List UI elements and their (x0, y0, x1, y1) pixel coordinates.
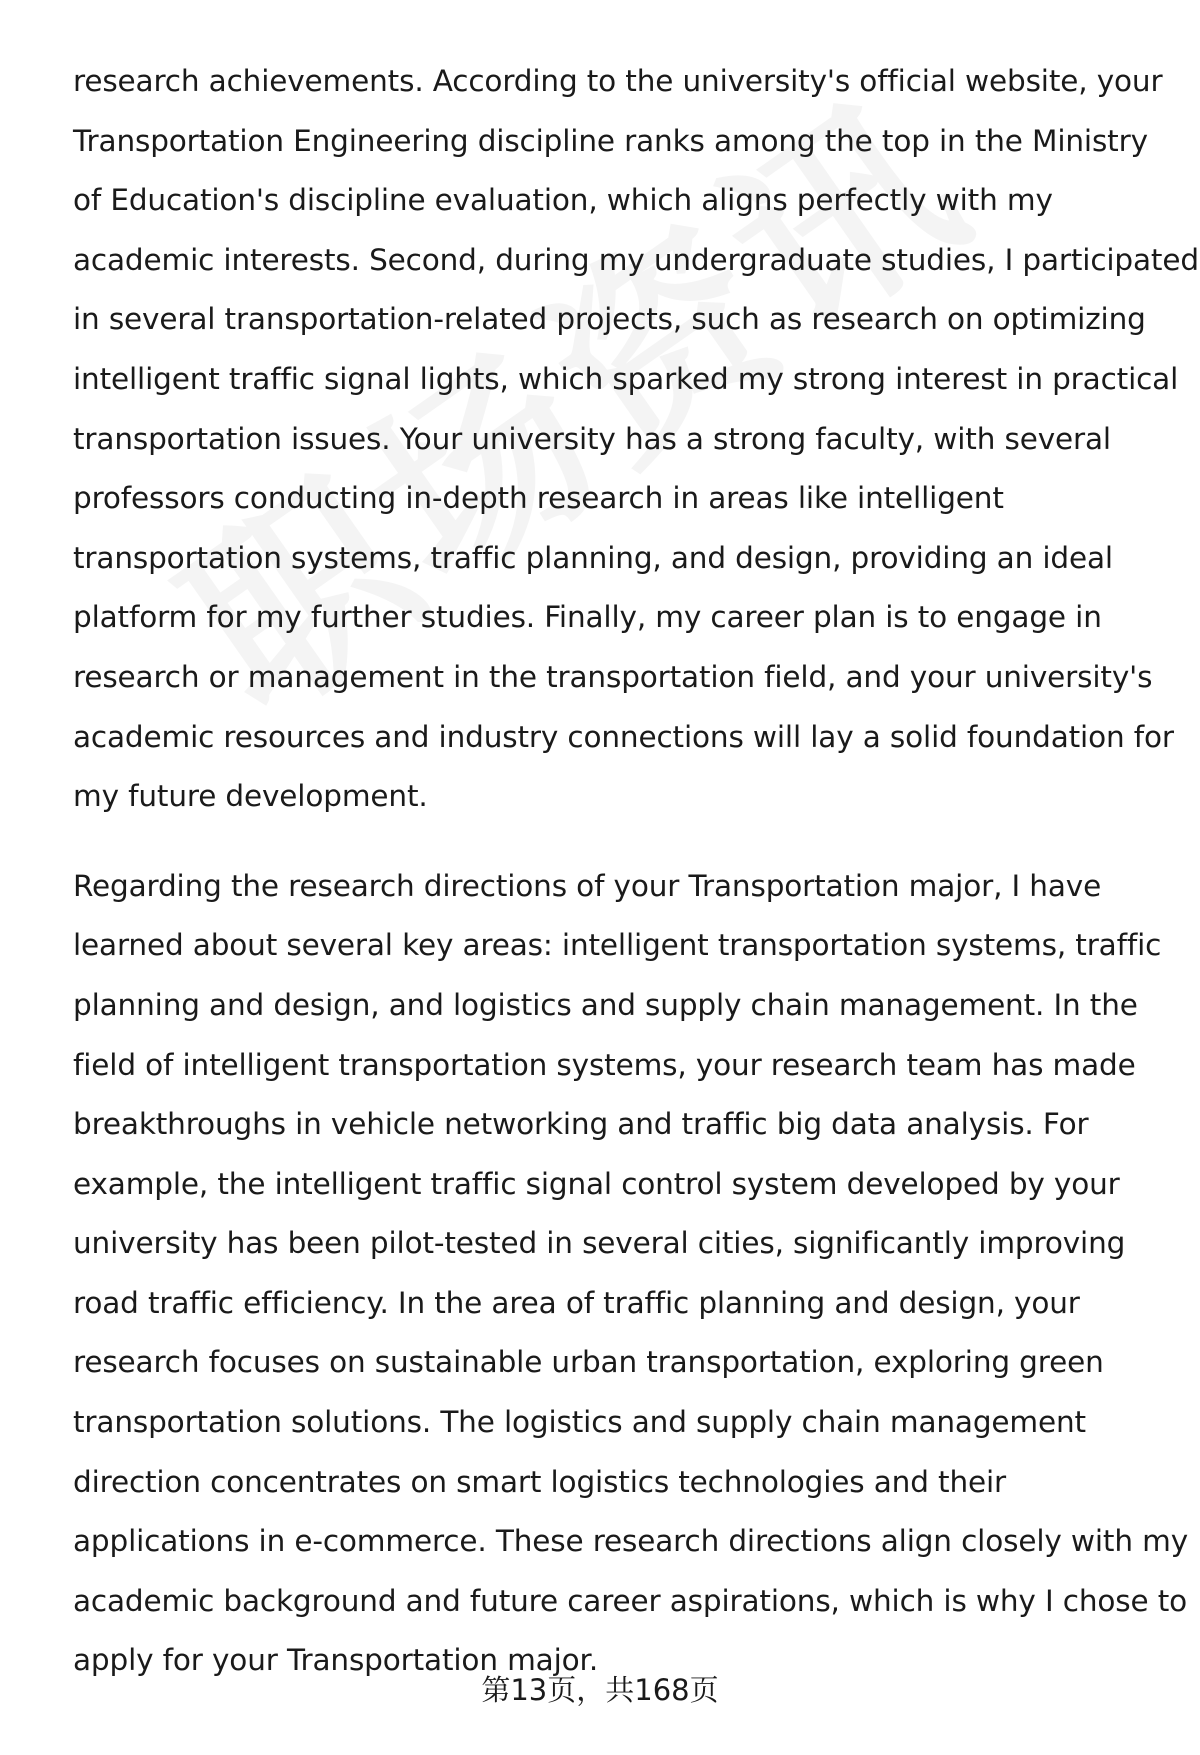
paragraph-2 (73, 857, 1189, 1691)
text-line: applications in e-commerce. These research directions align closely with my (73, 1524, 1189, 1559)
text-line: in several transportation-related projects, such as research on optimizing (73, 302, 1146, 337)
text-line: example, the intelligent traffic signal control system developed by your (73, 1166, 1120, 1201)
paragraph-1 (73, 52, 1199, 827)
text-line: research or management in the transportation field, and your university's (73, 659, 1153, 694)
text-line: transportation issues. Your university has a strong faculty, with several (73, 421, 1111, 456)
text-line: planning and design, and logistics and supply chain management. In the (73, 987, 1138, 1022)
text-line: direction concentrates on smart logistics technologies and their (73, 1464, 1007, 1499)
text-line: of Education's discipline evaluation, which aligns perfectly with my (73, 183, 1053, 218)
page-number-footer: 第13页，共168页 (481, 1673, 719, 1707)
text-line: transportation systems, traffic planning, and design, providing an ideal (73, 540, 1113, 575)
text-line: field of intelligent transportation systems, your research team has made (73, 1047, 1136, 1082)
text-line: apply for your Transportation major. (73, 1643, 599, 1678)
text-line: academic background and future career aspirations, which is why I chose to (73, 1583, 1188, 1618)
text-line: research focuses on sustainable urban transportation, exploring green (73, 1345, 1104, 1380)
text-line: intelligent traffic signal lights, which sparked my strong interest in practical (73, 361, 1179, 396)
text-line: learned about several key areas: intelligent transportation systems, traffic (73, 928, 1162, 963)
text-line: my future development. (73, 779, 428, 814)
text-line: Regarding the research directions of your Transportation major, I have (73, 868, 1102, 903)
text-line: research achievements. According to the university's official website, your (73, 64, 1163, 98)
text-line: university has been pilot-tested in several cities, significantly improving (73, 1226, 1126, 1261)
text-line: academic resources and industry connections will lay a solid foundation for (73, 719, 1174, 754)
text-line: transportation solutions. The logistics and supply chain management (73, 1405, 1086, 1440)
paragraph-spacing (73, 827, 1163, 857)
text-line: road traffic efficiency. In the area of traffic planning and design, your (73, 1285, 1080, 1320)
text-line: professors conducting in-depth research in areas like intelligent (73, 481, 1004, 516)
text-line: academic interests. Second, during my undergraduate studies, I participated (73, 242, 1199, 277)
document-body (73, 52, 1199, 1691)
text-line: Transportation Engineering discipline ranks among the top in the Ministry (73, 123, 1148, 158)
text-line: platform for my further studies. Finally, my career plan is to engage in (73, 600, 1102, 635)
text-line: breakthroughs in vehicle networking and traffic big data analysis. For (73, 1107, 1089, 1142)
